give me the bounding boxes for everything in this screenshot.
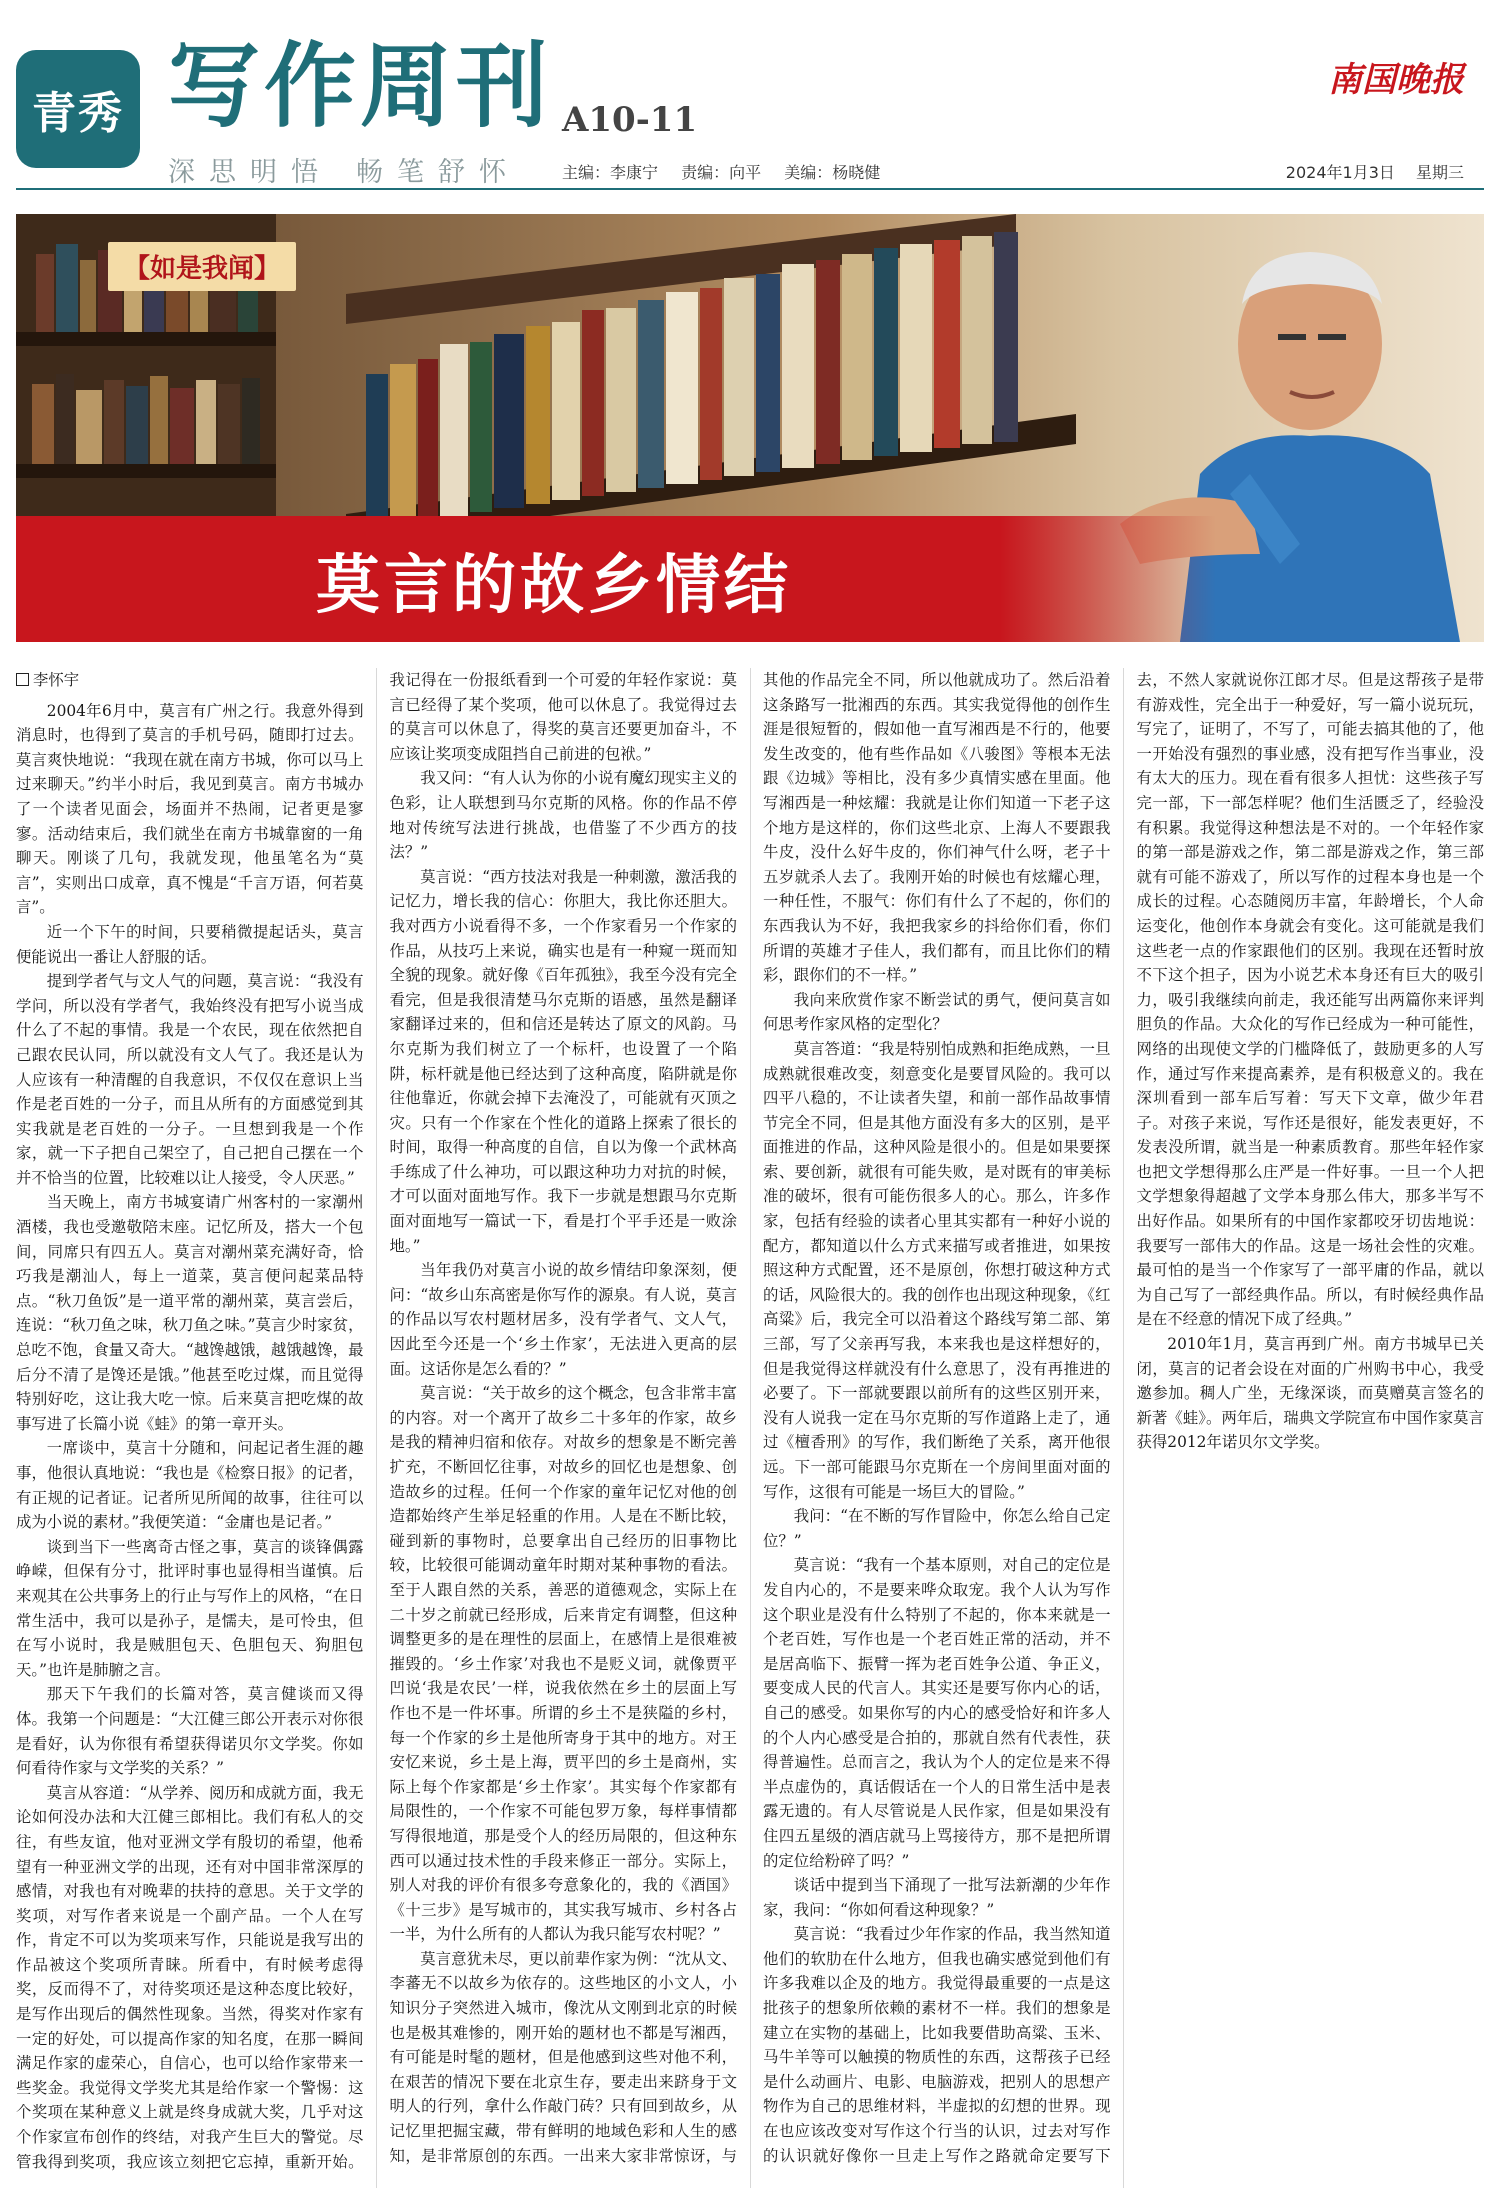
masthead-rule	[16, 188, 1484, 190]
slogan-char: 笔	[397, 157, 438, 188]
author-name: 李怀宇	[33, 671, 80, 689]
paragraph: 莫言说：“我看过少年作家的作品，我当然知道他们的软肋在什么地方，但我也确实感觉到他们有许多我难以企及的地方。我觉得最重要的一点是这批孩子的想象所依赖的素材不一样。我们的想象是建立在实物的基础上，比如我要借助高粱、玉米、马牛羊等可以触摸的物质性的东西，这帮孩子已经是什么动画片、电影、电脑游戏，把别人的思想产物作为自己的思维材料，半虚拟的幻想的世界。现在也应该改变对写作这个行当的认识，过去对写作的认识就好像你一旦走上写作之路就命定要写下去，不然人家就说你江郎才尽。但是这帮孩子是带有游戏性，完全出于一种爱好，写一篇小说玩玩，写完了，证明了，不写了，可能去搞其他的了，他一开始没有强烈的事业感，没有把写作当事业，没有太大的压力。现在看有很多人担忧：这些孩子写完一部，下一部怎样呢？他们生活匮乏了，经验没有积累。我觉得这种想法是不对的。一个年轻作家的第一部是游戏之作，第二部是游戏之作，第三部就有可能不游戏了，所以写作的过程本身也是一个成长的过程。心态随阅历丰富，年龄增长，个人命运变化，他创作本身就会有变化。这可能就是我们这些老一点的作家跟他们的区别。我现在还暂时放不下这个担子，因为小说艺术本身还有巨大的吸引力，吸引我继续向前走，我还能写出两篇你来评判胆负的作品。大众化的写作已经成为一种可能性，网络的出现使文学的门槛降低了，鼓励更多的人写作，通过写作来提高素养，是有积极意义的。我在深圳看到一部车后写着：写天下文章，做少年君子。对孩子来说，写作还是很好，能发表更好，不发表没所谓，就当是一种素质教育。那些年轻作家也把文学想得那么庄严是一件好事。一旦一个人把文学想象得超越了文学本身那么伟大，那多半写不出好作品。如果所有的中国作家都咬牙切齿地说：我要写一部伟大的作品。这是一场社会性的灾难。最可怕的是当一个作家写了一部平庸的作品，就以为自己写了一部经典作品。所以，有时候经典作品是在不经意的情况下成了经典。”	[763, 671, 1484, 2165]
paragraph: 谈话中提到当下涌现了一批写法新潮的少年作家，我问：“你如何看这种现象？”	[763, 1876, 1111, 1919]
dateline	[1270, 160, 1464, 183]
headline-bar	[16, 516, 1216, 642]
paragraph: 2010年1月，莫言再到广州。南方书城早已关闭，莫言的记者会设在对面的广州购书中心，我受邀参加。稠人广坐，无缘深谈，而莫赠莫言签名的新著《蛙》。两年后，瑞典文学院宣布中国作家莫言获得2012年诺贝尔文学奖。	[1136, 1335, 1484, 1452]
paragraph: 那天下午我们的长篇对答，莫言健谈而又得体。我第一个问题是：“大江健三郎公开表示对你很是看好，认为你很有希望获得诺贝尔文学奖。你如何看待作家与文学奖的关系？”	[16, 1685, 364, 1778]
slogan-char: 怀	[479, 157, 520, 188]
issue-date: 2024年1月3日	[1285, 163, 1395, 182]
paragraph: 莫言从容道：“从学养、阅历和成就方面，我无论如何没办法和大江健三郎相比。我们有私人的交往，有些友谊，他对亚洲文学有殷切的希望，他希望有一种亚洲文学的出现，还有对中国非常深厚的感情，对我也有对晚辈的扶持的意思。关于文学的奖项，对写作者来说是一个副产品。一个人在写作，肯定不可以为奖项来写作，只能说是我写出的作品被这个奖项所青睐。所看中，有时候考虑得奖，反而得不了，对待奖项还是这种态度比较好，是写作出现后的偶然性现象。当然，得奖对作家有一定的好处，可以提高作家的知名度，在那一瞬间满足作家的虚荣心，自信心，也可以给作家带来一些奖金。我觉得文学奖尤其是给作家一个警惕：这个奖项在某种意义上就是终身成就大奖，几乎对这个作家宣布创作的终结，对我产生巨大的警觉。尽管我得到奖项，我应该立刻把它忘掉，重新开始。我记得在一份报纸看到一个可爱的年轻作家说：莫言已经得了某个奖项，他可以休息了。我觉得过去的莫言可以休息了，得奖的莫言还要更加奋斗，不应该让奖项变成阻挡自己前进的包袱。”	[16, 671, 737, 2171]
paragraph: 莫言说：“西方技法对我是一种刺激，激活我的记忆力，增长我的信心：你胆大，我比你还胆大。我对西方小说看得不多，一个作家看另一个作家的作品，从技巧上来说，确实也是有一种窥一斑而知全貌的现象。就好像《百年孤独》，我至今没有完全看完，但是我很清楚马尔克斯的语感，虽然是翻译家翻译过来的，但和信还是转达了原文的风韵。马尔克斯为我们树立了一个标杆，也设置了一个陷阱，标杆就是他已经达到了这种高度，陷阱就是你往他靠近，你就会掉下去淹没了，可能就有灭顶之灾。只有一个作家在个性化的道路上探索了很长的时间，取得一种高度的自信，自以为像一个武林高手练成了什么神功，可以跟这种功力对抗的时候，才可以面对面地写作。我下一步就是想跟马尔克斯面对面地写一篇试一下，看是打个平手还是一败涂地。”	[389, 867, 737, 1255]
paragraph: 近一个下午的时间，只要稍微提起话头，莫言便能说出一番让人舒服的话。	[16, 922, 364, 966]
page-code: A10-11	[562, 100, 698, 140]
slogan-char: 舒	[438, 157, 479, 188]
credit-designer: 美编：杨晓健	[784, 163, 881, 182]
slogan-char: 深	[168, 157, 209, 188]
slogan-char: 畅	[356, 157, 397, 188]
slogan-char: 明	[250, 157, 291, 188]
article-headline: 莫言的故乡情结	[316, 548, 792, 623]
paragraph: 提到学者气与文人气的问题，莫言说：“我没有学问，所以没有学者气，我始终没有把写小说当成什么了不起的事情。我是一个农民，现在依然把自己跟农民认同，所以就没有文人气了。我还是认为人应该有一种清醒的自我意识，不仅仅在意识上当作是老百姓的一分子，而且从所有的方面感觉到其实我就是老百姓的一分子。一旦想到我是一个作家，就一下子把自己架空了，自己把自己摆在一个并不恰当的位置，比较难以让人接受，令人厌恶。”	[16, 972, 364, 1187]
slogan-char: 悟	[291, 157, 332, 188]
hero-photo	[16, 214, 1484, 642]
column-slogan	[168, 150, 520, 189]
paragraph: 2004年6月中，莫言有广州之行。我意外得到消息时，也得到了莫言的手机号码，随即打过去。莫言爽快地说：“我现在就在南方书城，你可以马上过来聊天。”约半小时后，我见到莫言。南方书城办了一个读者见面会，场面并不热闹，记者更是寥寥。活动结束后，我们就坐在南方书城靠窗的一角聊天。刚谈了几句，我就发现，他虽笔名为“莫言”，实则出口成章，真不愧是“千言万语，何若莫言”。	[16, 701, 364, 917]
logo-text: 青秀	[32, 88, 124, 139]
slogan-char: 思	[209, 157, 250, 188]
article-columns	[16, 668, 1484, 2188]
paragraph: 莫言说：“关于故乡的这个概念，包含非常丰富的内容。对一个离开了故乡二十多年的作家，故乡是我的精神归宿和依存。对故乡的想象是不断完善扩充，不断回忆往事，对故乡的回忆也是想象、创造故乡的过程。任何一个作家的童年记忆对他的创造都始终产生举足轻重的作用。人是在不断比较，碰到新的事物时，总要拿出自己经历的旧事物比较，比较很可能调动童年时期对某种事物的看法。至于人跟自然的关系，善恶的道德观念，实际上在二十岁之前就已经形成，后来肯定有调整，但这种调整更多的是在理性的层面上，在感情上是很难被摧毁的。‘乡土作家’对我也不是贬义词，就像贾平凹说‘我是农民’一样，说我依然在乡土的层面上写作也不是一件坏事。所谓的乡土不是狭隘的乡村，每一个作家的乡土是他所寄身于其中的地方。对王安忆来说，乡土是上海，贾平凹的乡土是商州，实际上每个作家都是‘乡土作家’。其实每个作家都有局限性的，一个作家不可能包罗万象，每样事情都写得很地道，那是受个人的经历局限的，但这种东西可以通过技术性的手段来修正一部分。实际上，别人对我的评价有很多夸意象化的，我的《酒国》《十三步》是写城市的，其实我写城市、乡村各占一半，为什么所有的人都认为我只能写农村呢？”	[389, 1384, 737, 1944]
paragraph: 一席谈中，莫言十分随和，问起记者生涯的趣事，他很认真地说：“我也是《检察日报》的记者，有正规的记者证。记者所见所闻的故事，往往可以成为小说的素材。”我便笑道：“金庸也是记者。”	[16, 1439, 364, 1532]
paragraph: 我向来欣赏作家不断尝试的勇气，便问莫言如何思考作家风格的定型化？	[763, 990, 1111, 1034]
newspaper-brand: 南国晚报	[1328, 60, 1464, 100]
article-body	[16, 668, 1484, 2188]
section-tag: 【如是我闻】	[108, 242, 296, 291]
paragraph: 莫言说：“我有一个基本原则，对自己的定位是发自内心的，不是要来哗众取宠。我个人认为写作这个职业是没有什么特别了不起的，你本来就是一个老百姓，写作也是一个老百姓正常的活动，并不是居高临下、振臂一挥为老百姓争公道、争正义，要变成人民的代言人。其实还是要写你内心的话，自己的感受。如果你写的内心的感受恰好和许多人的个人内心感受是合拍的，那就自然有代表性，获得普遍性。总而言之，我认为个人的定位是来不得半点虚伪的，真话假话在一个人的日常生活中是表露无遗的。有人尽管说是人民作家，但是如果没有住四五星级的酒店就马上骂接待方，那不是把所谓的定位给粉碎了吗？”	[763, 1556, 1111, 1870]
paragraph: 莫言答道：“我是特别怕成熟和拒绝成熟，一旦成熟就很难改变，刻意变化是要冒风险的。我可以四平八稳的，不让读者失望，和前一部作品故事情节完全不同，但是其他方面没有多大的区别，是平面推进的作品，这种风险是很小的。但是如果要探索、要创新，就很有可能失败，是对既有的审美标准的破坏，很有可能伤很多人的心。那么，许多作家，包括有经验的读者心里其实都有一种好小说的配方，都知道以什么方式来描写或者推进，如果按照这种方式配置，还不是原创，你想打破这种方式的话，风险很大的。我的创作也出现这种现象，《红高粱》后，我完全可以沿着这个路线写第二部、第三部，写了父亲再写我，本来我也是这样想好的，但是我觉得这样就没有什么意思了，没有再推进的必要了。下一部就要跟以前所有的这些区别开来，没有人说我一定在马尔克斯的写作道路上走了，通过《檀香刑》的写作，我们断绝了关系，离开他很远。下一部可能跟马尔克斯在一个房间里面对面的写作，这很有可能是一场巨大的冒险。”	[763, 1039, 1111, 1501]
paragraph: 当天晚上，南方书城宴请广州客村的一家潮州酒楼，我也受邀敬陪末座。记忆所及，搭大一个包间，同席只有四五人。莫言对潮州菜充满好奇，恰巧我是潮汕人，每上一道菜，莫言便问起菜品特点。“秋刀鱼饭”是一道平常的潮州菜，莫言尝后，连说：“秋刀鱼之味，秋刀鱼之味。”莫言少时家贫，总吃不饱，食量又奇大。“越馋越饿，越饿越馋，最后分不清了是馋还是饿。”他甚至吃过煤，而且觉得特别好吃，这让我大吃一惊。后来莫言把吃煤的故事写进了长篇小说《蛙》的第一章开头。	[16, 1193, 364, 1433]
byline-box-icon	[16, 673, 29, 686]
paragraph: 我问：“在不断的写作冒险中，你怎么给自己定位？”	[763, 1507, 1111, 1550]
paragraph: 当年我仍对莫言小说的故乡情结印象深刻，便问：“故乡山东高密是你写作的源泉。有人说，莫言的作品以写农村题材居多，没有学者气、文人气，因此至今还是一个‘乡土作家’，无法进入更高的层面。这话你是怎么看的？”	[389, 1261, 737, 1378]
paragraph: 莫言意犹未尽，更以前辈作家为例：“沈从文、李蕃无不以故乡为依存的。这些地区的小文人，小知识分子突然进入城市，像沈从文刚到北京的时候也是极其难惨的，刚开始的题材也不都是写湘西，有可能是时髦的题材，但是他感到这些对他不利，在艰苦的情况下要在北京生存，要走出来跻身于文明人的行列，拿什么作敲门砖？只有回到故乡，从记忆里把掘宝藏，带有鲜明的地域色彩和人生的感知，是非常原创的东西。一出来大家非常惊讶，与其他的作品完全不同，所以他就成功了。然后沿着这条路写一批湘西的东西。其实我觉得他的创作生涯是很短暂的，假如他一直写湘西是不行的，他要发生改变的，他有些作品如《八骏图》等根本无法跟《边城》等相比，没有多少真情实感在里面。他写湘西是一种炫耀：我就是让你们知道一下老子这个地方是这样的，你们这些北京、上海人不要跟我牛皮，没什么好牛皮的，你们神气什么呀，老子十五岁就杀人去了。我刚开始的时候也有炫耀心理，一种任性，不服气：你们有什么了不起的，你们的东西我认为不好，我把我家乡的抖给你们看，你们所谓的英雄才子佳人，我们都有，而且比你们的精彩，跟你们的不一样。”	[389, 671, 1111, 2165]
column-title: 写作周刊	[168, 32, 553, 140]
credit-editor: 责编：向平	[681, 163, 762, 182]
paragraph: 我又问：“有人认为你的小说有魔幻现实主义的色彩，让人联想到马尔克斯的风格。你的作品不停地对传统写法进行挑战，也借鉴了不少西方的技法？”	[389, 769, 737, 862]
credit-editor-in-chief: 主编：李康宁	[562, 163, 659, 182]
column-logo	[16, 50, 140, 168]
issue-weekday: 星期三	[1415, 163, 1464, 182]
credits	[562, 160, 898, 183]
paragraph: 谈到当下一些离奇古怪之事，莫言的谈锋偶露峥嵘，但保有分寸，批评时事也显得相当谨慎。后来观其在公共事务上的行止与写作上的风格，“在日常生活中，我可以是孙子，是懦夫，是可怜虫，但在写小说时，我是贼胆包天、色胆包天、狗胆包天。”也许是肺腑之言。	[16, 1537, 364, 1679]
byline	[16, 668, 364, 693]
masthead	[0, 0, 1500, 200]
